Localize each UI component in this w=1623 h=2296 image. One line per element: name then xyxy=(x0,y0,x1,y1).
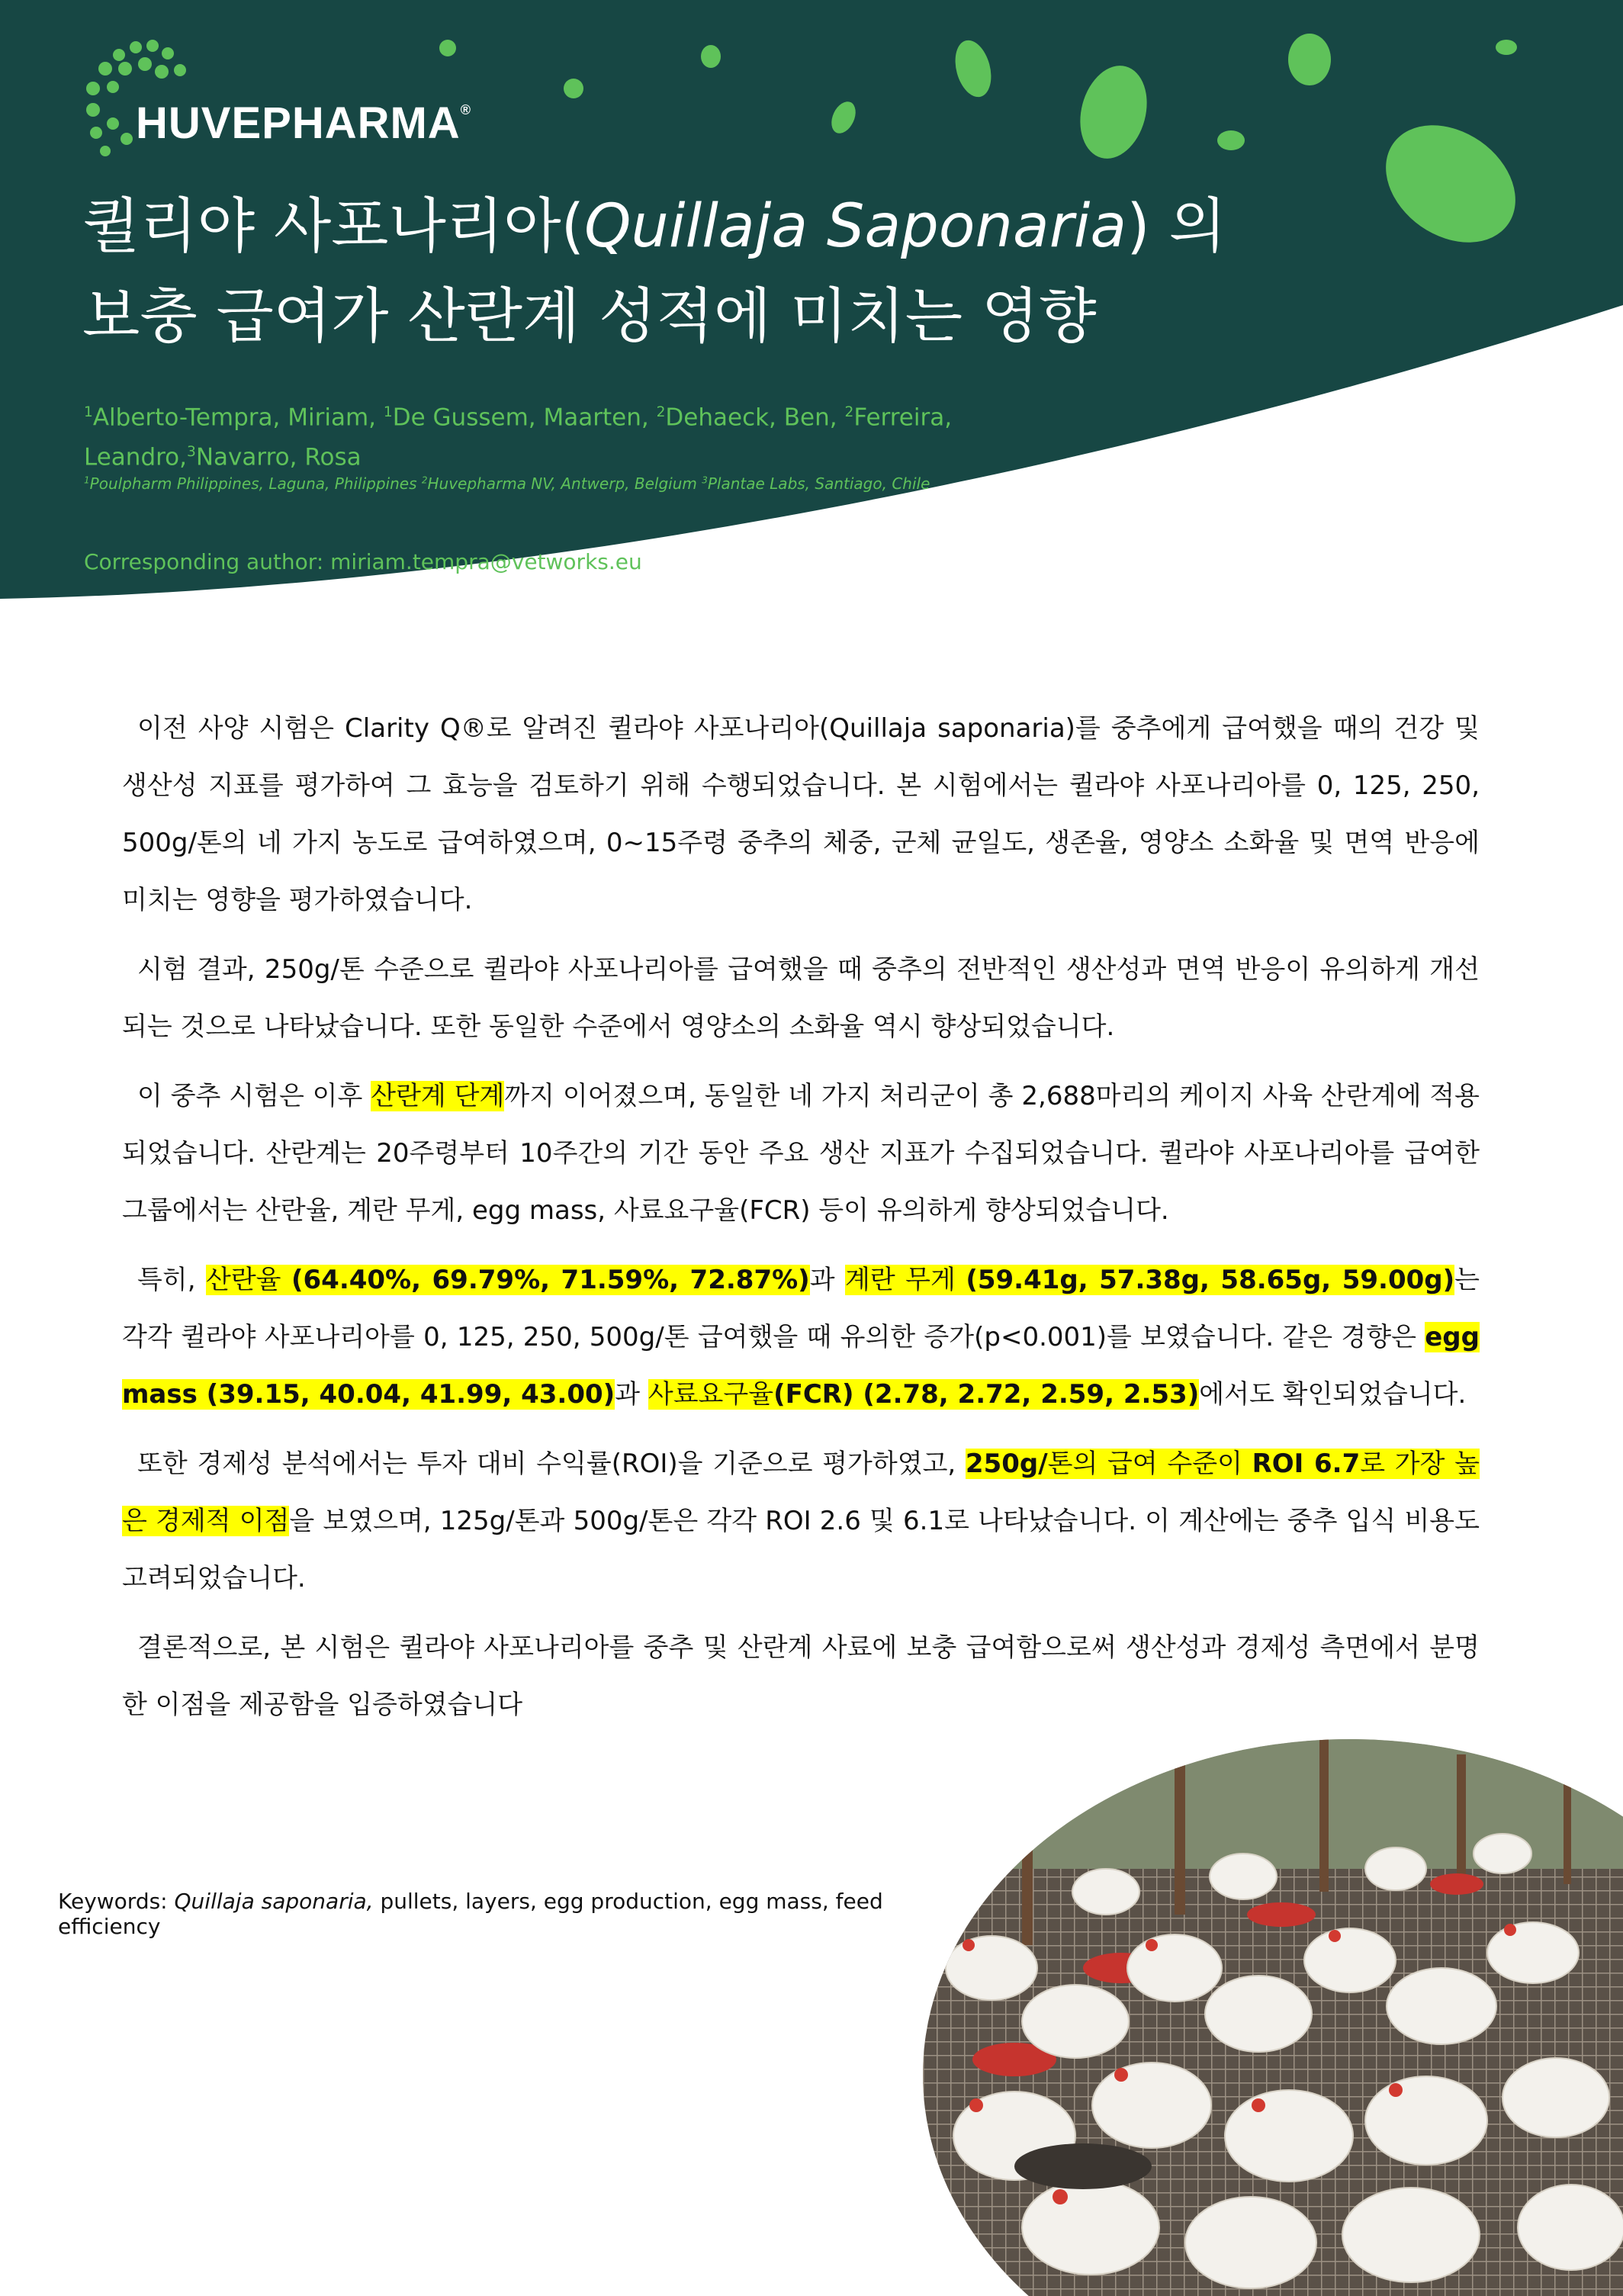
decor-dot-icon xyxy=(1217,130,1245,150)
highlight: 250g/톤의 급여 수준이 ROI 6.7로 가장 높은 경제적 이점 xyxy=(122,1449,1480,1536)
paragraph-2: 시험 결과, 250g/톤 수준으로 퀼라야 사포나리아를 급여했을 때 중추의 전반적인 생산성과 면역 반응이 유의하게 개선되는 것으로 나타났습니다. 또한 동일한 수준에서 영양소의 소화율 역시 향상되었습니다. xyxy=(122,954,1480,1042)
author-list: $^1$Alberto-Tempra, Miriam, $^1$De Gussem, Maarten, $^2$Dehaeck, Ben, $^2$Ferreira, Leandro,$^3$Navarro, Rosa xyxy=(84,404,953,471)
white-laying-hens-photo xyxy=(923,1739,1623,2296)
title-line-1: 퀼리야 사포나리아(Quillaja Saponaria) 의 xyxy=(82,192,1226,261)
paragraph-6: 결론적으로, 본 시험은 퀼라야 사포나리아를 중추 및 산란계 사료에 보충 급여함으로써 생산성과 경제성 측면에서 분명한 이점을 제공함을 입증하였습니다 xyxy=(122,1632,1480,1720)
keywords: Keywords: Quillaja saponaria, pullets, layers, egg production, egg mass, feed efficiency xyxy=(58,1889,883,1939)
brand-name: HUVEPHARMA xyxy=(136,98,461,148)
corresponding-author: Corresponding author: miriam.tempra@vetworks.eu xyxy=(84,549,642,574)
abstract-body xyxy=(122,700,1480,1746)
decor-dot-icon xyxy=(564,79,583,98)
highlight: 계란 무게 (59.41g, 57.38g, 58.65g, 59.00g) xyxy=(845,1265,1455,1295)
highlight: egg mass (39.15, 40.04, 41.99, 43.00) xyxy=(122,1322,1480,1410)
decor-dot-icon xyxy=(701,45,721,68)
paragraph-3: 이 중추 시험은 이후 산란계 단계까지 이어졌으며, 동일한 네 가지 처리군이 총 2,688마리의 케이지 사육 산란계에 적용되었습니다. 산란계는 20주령부터 10주간의 기간 동안 주요 생산 지표가 수집되었습니다. 퀼라야 사포나리아를 급여한 그룹에서는 산란율, 계란 무게, egg mass, 사료요구율(FCR) 등이 유의하게 향상되었습니다. xyxy=(122,1081,1480,1226)
affiliations: $^1$Poulpharm Philippines, Laguna, Philippines $^2$Huvepharma NV, Antwerp, Belgium $^3$Plantae Labs, Santiago, Chile xyxy=(84,474,930,493)
brand-logo xyxy=(136,98,471,149)
title-line-2: 보충 급여가 산란계 성적에 미치는 영향 xyxy=(82,282,1097,351)
paragraph-5: 또한 경제성 분석에서는 투자 대비 수익률(ROI)을 기준으로 평가하였고, 250g/톤의 급여 수준이 ROI 6.7로 가장 높은 경제적 이점을 보였으며, 125g/톤과 500g/톤은 각각 ROI 2.6 및 6.1로 나타났습니다. 이 계산에는 중추 입식 비용도 고려되었습니다. xyxy=(122,1449,1480,1593)
highlight: 산란율 (64.40%, 69.79%, 71.59%, 72.87%) xyxy=(205,1265,810,1295)
page-title xyxy=(82,182,1394,362)
paragraph-1: 이전 사양 시험은 Clarity Q®로 알려진 퀼라야 사포나리아(Quillaja saponaria)를 중추에게 급여했을 때의 건강 및 생산성 지표를 평가하여 그 효능을 검토하기 위해 수행되었습니다. 본 시험에서는 퀼라야 사포나리아를 0, 125, 250, 500g/톤의 네 가지 농도로 급여하였으며, 0~15주령 중추의 체중, 군체 균일도, 생존율, 영양소 소화율 및 면역 반응에 미치는 영향을 평가하였습니다. xyxy=(122,713,1480,915)
highlight: 사료요구율(FCR) (2.78, 2.72, 2.59, 2.53) xyxy=(648,1379,1200,1410)
decor-dot-icon xyxy=(1288,34,1331,85)
decor-dot-icon xyxy=(1496,40,1517,55)
paragraph-4: 특히, 산란율 (64.40%, 69.79%, 71.59%, 72.87%)과 계란 무게 (59.41g, 57.38g, 58.65g, 59.00g)는 각각 퀼라야 사포나리아를 0, 125, 250, 500g/톤 급여했을 때 유의한 증가(p<0.001)를 보였습니다. 같은 경향은 egg mass (39.15, 40.04, 41.99, 43.00)과 사료요구율(FCR) (2.78, 2.72, 2.59, 2.53)에서도 확인되었습니다. xyxy=(122,1265,1480,1410)
highlight: 산란계 단계 xyxy=(371,1081,505,1111)
brand-registered-mark: ® xyxy=(460,102,471,117)
